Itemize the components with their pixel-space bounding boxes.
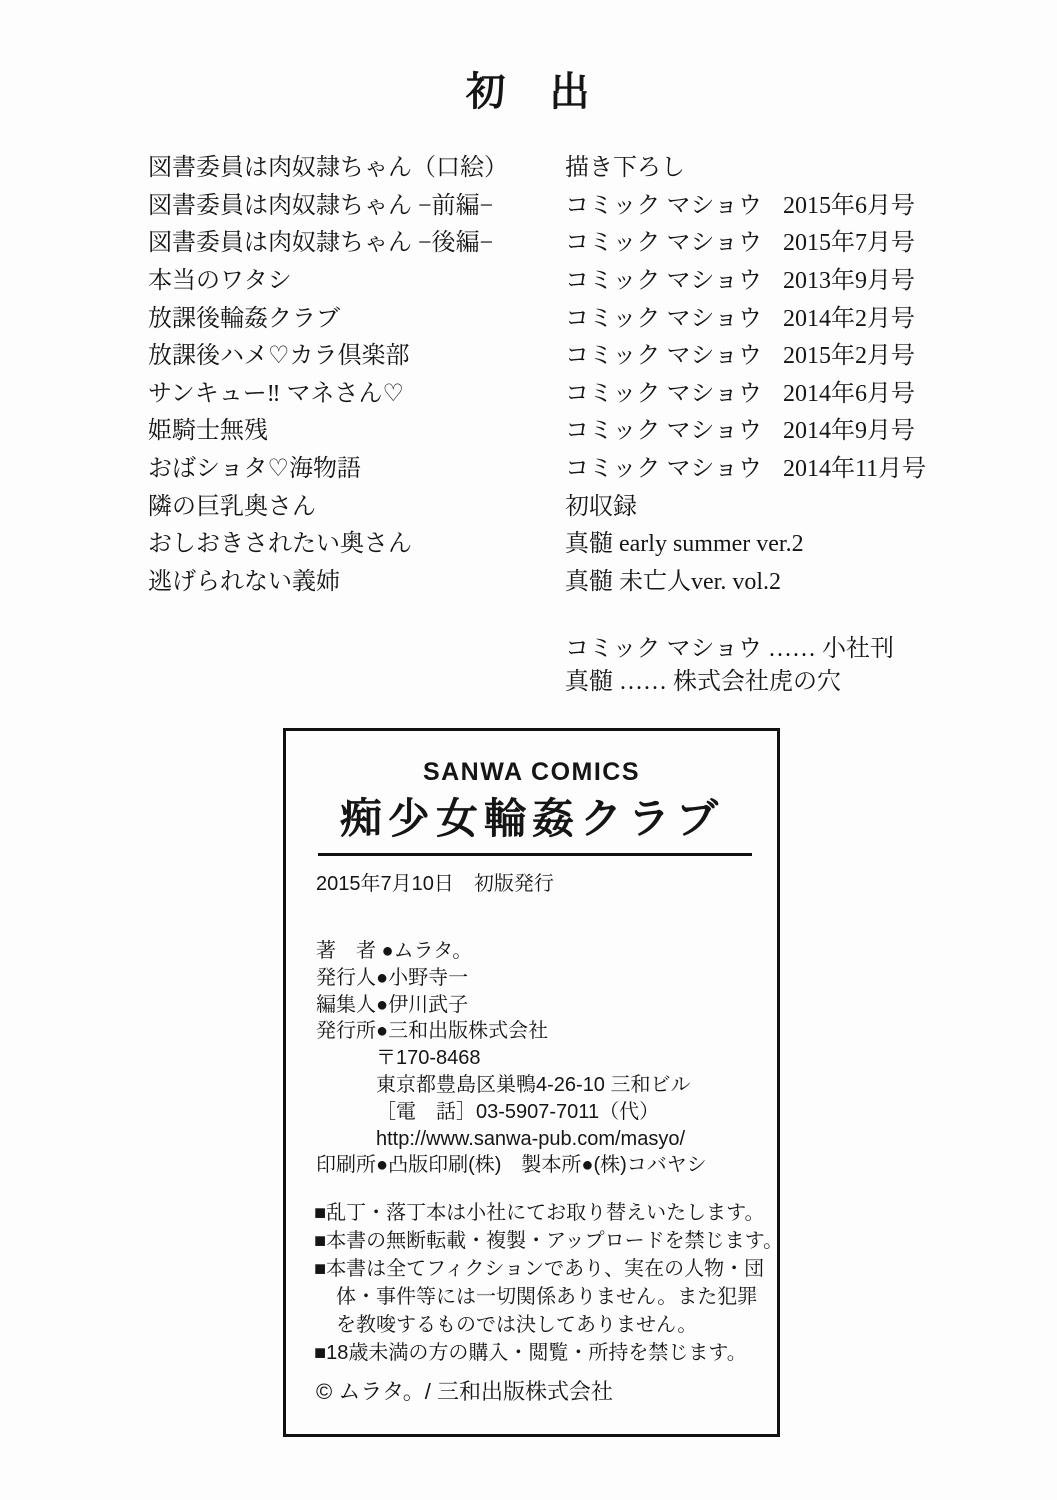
publication-info [565, 410, 915, 445]
publisher-footnote: 真髄 …… 株式会社虎の穴 [565, 669, 841, 695]
publisher-footnotes [565, 633, 894, 699]
publication-info [565, 260, 915, 295]
list-item [148, 484, 938, 522]
work-title: 放課後輪姦クラブ [148, 305, 340, 332]
issue-label: 2014年6月号 [783, 380, 915, 407]
credit-line: 印刷所●凸版印刷(株) 製本所●(株)コバヤシ [316, 1154, 707, 1177]
first-publication-table [148, 146, 938, 597]
notice-line: ■18歳未満の方の購入・閲覧・所持を禁じます。 [314, 1342, 747, 1365]
credit-line: 発行所●三和出版株式会社 [316, 1020, 549, 1043]
list-item [148, 184, 938, 222]
list-item [148, 146, 938, 184]
issue-label: 2015年6月号 [783, 192, 915, 219]
work-title: 図書委員は肉奴隷ちゃん −後編− [148, 230, 494, 257]
imprint-label: SANWA COMICS [422, 758, 641, 786]
list-item [148, 522, 938, 560]
work-title: サンキュー‼ マネさん♡ [148, 380, 405, 407]
publication-info [565, 523, 804, 558]
magazine-name: コミック マショウ [565, 380, 763, 407]
list-item [148, 221, 938, 259]
work-title: 逃げられない義姉 [148, 568, 340, 595]
work-title: 姫騎士無残 [148, 418, 268, 445]
work-title: 本当のワタシ [148, 268, 292, 295]
publication-info [565, 335, 915, 370]
magazine-name: コミック マショウ [565, 230, 763, 257]
publication-info [565, 298, 915, 333]
magazine-name: 描き下ろし [565, 155, 685, 182]
magazine-name: コミック マショウ [565, 456, 763, 483]
copyright-line: © ムラタ。/ 三和出版株式会社 [316, 1379, 614, 1405]
edition-date: 2015年7月10日 初版発行 [316, 873, 554, 895]
list-item [148, 334, 938, 372]
work-title: 図書委員は肉奴隷ちゃん（口絵） [148, 155, 508, 182]
notice-line: 体・事件等には一切関係ありません。また犯罪 [336, 1286, 758, 1309]
issue-label: 2014年2月号 [783, 305, 915, 332]
publication-info [565, 561, 781, 596]
publication-info [565, 486, 637, 521]
issue-label: 2013年9月号 [783, 268, 915, 295]
credit-line: 発行人●小野寺一 [316, 966, 469, 989]
notice-line: ■乱丁・落丁本は小社にてお取り替えいたします。 [314, 1202, 765, 1225]
publication-info [565, 448, 926, 483]
notice-line: ■本書は全てフィクションであり、実在の人物・団 [314, 1258, 765, 1281]
publisher-footnote: コミック マショウ …… 小社刊 [565, 636, 895, 662]
work-title: おばショタ♡海物語 [148, 456, 362, 483]
magazine-name: コミック マショウ [565, 343, 763, 370]
publication-info [565, 147, 685, 182]
list-item [148, 372, 938, 410]
book-title-block [318, 797, 752, 856]
credit-line: ［電 話］03-5907-7011（代） [376, 1100, 660, 1123]
work-title: 隣の巨乳奥さん [148, 493, 316, 520]
magazine-name: コミック マショウ [565, 305, 763, 332]
notices-block [314, 1199, 784, 1367]
notice-line: ■本書の無断転載・複製・アップロードを禁じます。 [314, 1230, 784, 1253]
issue-label: 2015年2月号 [783, 343, 915, 370]
list-item [148, 560, 938, 598]
publication-info [565, 373, 915, 408]
colophon-box [283, 728, 784, 1437]
work-title: 図書委員は肉奴隷ちゃん −前編− [148, 192, 494, 219]
book-title: 痴少女輪姦クラブ [340, 797, 725, 843]
list-item [148, 409, 938, 447]
issue-label: 2015年7月号 [783, 230, 915, 257]
credit-line: 編集人●伊川武子 [316, 993, 469, 1016]
credit-line: http://www.sanwa-pub.com/masyo/ [376, 1127, 686, 1150]
publication-info [565, 185, 915, 220]
list-item [148, 447, 938, 485]
magazine-name: コミック マショウ [565, 418, 763, 445]
work-title: おしおきされたい奥さん [148, 531, 412, 558]
list-item [148, 259, 938, 297]
list-item [148, 296, 938, 334]
issue-label: 2014年9月号 [783, 418, 915, 445]
credit-line: 著 者 ●ムラタ。 [316, 940, 473, 962]
credits-block [316, 938, 777, 1179]
issue-label: 2014年11月号 [783, 456, 927, 483]
page-title: 初 出 [465, 69, 592, 114]
magazine-name: 初収録 [565, 493, 637, 520]
magazine-name: 真髄 early summer ver.2 [565, 531, 804, 558]
notice-line: を教唆するものでは決してありません。 [336, 1314, 698, 1337]
credit-line: 〒170-8468 [376, 1047, 481, 1070]
magazine-name: コミック マショウ [565, 268, 763, 295]
credit-line: 東京都豊島区巣鴨4-26-10 三和ビル [376, 1073, 691, 1096]
publication-info [565, 222, 915, 257]
magazine-name: 真髄 未亡人ver. vol.2 [565, 568, 781, 595]
work-title: 放課後ハメ♡カラ倶楽部 [148, 343, 410, 370]
magazine-name: コミック マショウ [565, 192, 763, 219]
